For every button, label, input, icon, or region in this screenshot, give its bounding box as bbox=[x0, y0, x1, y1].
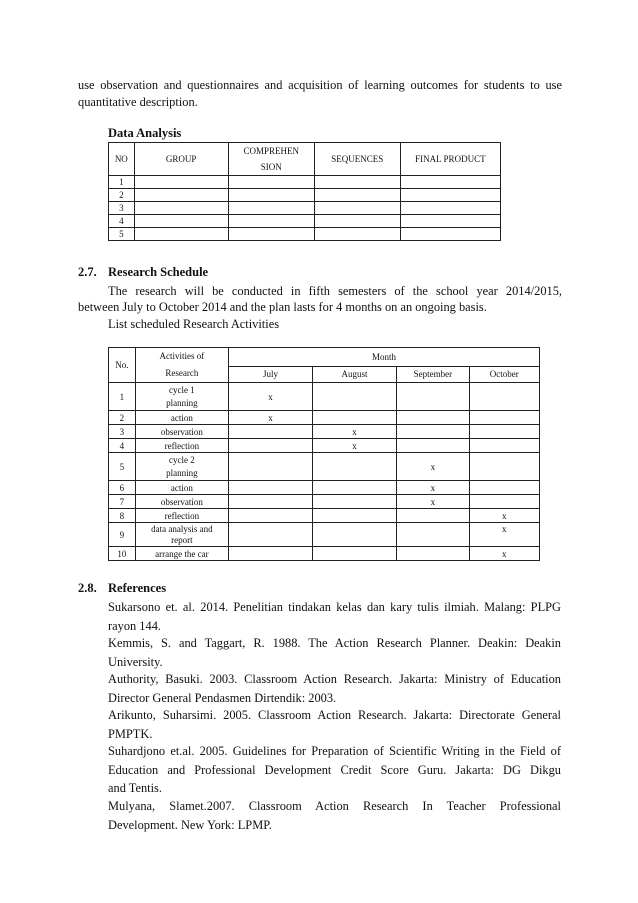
schedule-header-activities-line2: Research bbox=[165, 368, 199, 378]
row-no: 2 bbox=[109, 411, 136, 425]
row-number: 1 bbox=[109, 176, 135, 189]
table-row bbox=[109, 481, 540, 495]
row-no: 8 bbox=[109, 509, 136, 523]
mark-july: x bbox=[229, 383, 313, 411]
mark-october bbox=[469, 439, 539, 453]
header-group: GROUP bbox=[134, 143, 228, 176]
reference-line: Mulyana, Slamet.2007. Classroom Action Research In Teacher Professional bbox=[108, 799, 561, 813]
mark-july bbox=[229, 523, 313, 547]
table-row bbox=[109, 383, 540, 411]
mark-july bbox=[229, 439, 313, 453]
table-row bbox=[109, 411, 540, 425]
table-row bbox=[109, 523, 540, 547]
reference-item bbox=[108, 706, 561, 743]
row-activity: action bbox=[135, 411, 228, 425]
reference-line: Kemmis, S. and Taggart, R. 1988. The Action Research Planner. Deakin: Deakin bbox=[108, 636, 561, 650]
row-no: 5 bbox=[109, 453, 136, 481]
activity-line1: cycle 1 bbox=[169, 384, 195, 395]
mark-october bbox=[469, 411, 539, 425]
mark-september: x bbox=[397, 495, 469, 509]
mark-october: x bbox=[469, 509, 539, 523]
schedule-header-activities bbox=[135, 348, 228, 383]
table-row bbox=[109, 228, 501, 241]
mark-october bbox=[469, 425, 539, 439]
reference-line: Director General Pendasmen Dirtendik: 2003. bbox=[108, 690, 337, 705]
row-activity bbox=[135, 453, 228, 481]
mark-september: x bbox=[397, 481, 469, 495]
activity-line2: report bbox=[171, 534, 193, 545]
table-row bbox=[109, 176, 501, 189]
row-number: 3 bbox=[109, 202, 135, 215]
mark-july bbox=[229, 495, 313, 509]
reference-line: PMPTK. bbox=[108, 726, 153, 741]
row-no: 3 bbox=[109, 425, 136, 439]
reference-line: and Tentis. bbox=[108, 781, 162, 795]
table-row bbox=[109, 215, 501, 228]
row-number: 5 bbox=[109, 228, 135, 241]
header-sequences: SEQUENCES bbox=[314, 143, 400, 176]
mark-august bbox=[312, 495, 396, 509]
schedule-header-july: July bbox=[229, 366, 313, 382]
schedule-header-august: August bbox=[312, 366, 396, 382]
mark-july bbox=[229, 481, 313, 495]
table-row bbox=[109, 189, 501, 202]
table-row bbox=[109, 425, 540, 439]
row-activity bbox=[135, 383, 228, 411]
row-activity: arrange the car bbox=[135, 547, 228, 561]
schedule-table bbox=[108, 347, 540, 561]
reference-line: Development. New York: LPMP. bbox=[108, 817, 272, 832]
row-activity bbox=[135, 523, 228, 547]
table-row bbox=[109, 202, 501, 215]
mark-october bbox=[469, 481, 539, 495]
reference-line: rayon 144. bbox=[108, 618, 161, 633]
data-analysis-table bbox=[108, 142, 501, 241]
mark-october: x bbox=[469, 547, 539, 561]
mark-september bbox=[397, 509, 469, 523]
header-comprehension-line2: SION bbox=[260, 162, 282, 172]
header-comprehension-line1: COMPREHEN bbox=[243, 146, 299, 156]
reference-item bbox=[108, 670, 561, 707]
row-no: 4 bbox=[109, 439, 136, 453]
table-row bbox=[109, 547, 540, 561]
row-activity: action bbox=[135, 481, 228, 495]
reference-line: Arikunto, Suharsimi. 2005. Classroom Action Research. Jakarta: Directorate General bbox=[108, 708, 561, 722]
activity-line1: data analysis and bbox=[151, 523, 213, 534]
activity-line2: planning bbox=[166, 397, 198, 408]
header-comprehension bbox=[228, 143, 314, 176]
mark-august bbox=[312, 523, 396, 547]
reference-item bbox=[108, 634, 561, 671]
reference-line: University. bbox=[108, 654, 163, 669]
table-row bbox=[109, 453, 540, 481]
mark-august: x bbox=[312, 425, 396, 439]
schedule-header-no: No. bbox=[109, 348, 136, 383]
header-final-product: FINAL PRODUCT bbox=[400, 143, 500, 176]
mark-september bbox=[397, 547, 469, 561]
mark-august bbox=[312, 383, 396, 411]
row-number: 2 bbox=[109, 189, 135, 202]
intro-line-2: quantitative description. bbox=[78, 95, 198, 109]
data-analysis-title: Data Analysis bbox=[108, 126, 182, 140]
section-title-references: References bbox=[108, 581, 167, 595]
row-activity: observation bbox=[135, 425, 228, 439]
reference-item bbox=[108, 742, 561, 798]
schedule-header-month: Month bbox=[229, 348, 540, 367]
mark-october bbox=[469, 453, 539, 481]
reference-item bbox=[108, 598, 561, 635]
schedule-line-1: The research will be conducted in fifth semesters of the school year 2014/2015, bbox=[108, 284, 562, 298]
row-no: 7 bbox=[109, 495, 136, 509]
row-activity: observation bbox=[135, 495, 228, 509]
section-number-schedule: 2.7. bbox=[78, 265, 97, 279]
row-no: 1 bbox=[109, 383, 136, 411]
intro-line-1: use observation and questionnaires and acquisition of learning outcomes for students to use bbox=[78, 78, 562, 92]
mark-september bbox=[397, 439, 469, 453]
row-activity: reflection bbox=[135, 439, 228, 453]
table-row bbox=[109, 495, 540, 509]
row-activity: reflection bbox=[135, 509, 228, 523]
activity-line1: cycle 2 bbox=[169, 454, 195, 465]
reference-line: Authority, Basuki. 2003. Classroom Action Research. Jakarta: Ministry of Education bbox=[108, 672, 561, 686]
reference-line: Education and Professional Development Credit Score Guru. Jakarta: DG Dikgu bbox=[108, 762, 561, 777]
mark-september bbox=[397, 383, 469, 411]
mark-october: x bbox=[469, 523, 539, 547]
table-row bbox=[109, 439, 540, 453]
row-no: 10 bbox=[109, 547, 136, 561]
mark-august bbox=[312, 481, 396, 495]
mark-september bbox=[397, 411, 469, 425]
mark-august bbox=[312, 453, 396, 481]
table-row bbox=[109, 509, 540, 523]
mark-august bbox=[312, 547, 396, 561]
mark-september: x bbox=[397, 453, 469, 481]
mark-july bbox=[229, 425, 313, 439]
schedule-line-2: between July to October 2014 and the plan lasts for 4 months on an ongoing basis. bbox=[78, 300, 487, 314]
mark-july: x bbox=[229, 411, 313, 425]
schedule-header-activities-line1: Activities of bbox=[159, 351, 205, 361]
mark-september bbox=[397, 425, 469, 439]
reference-item bbox=[108, 797, 561, 834]
header-no: NO bbox=[109, 143, 135, 176]
schedule-header-october: October bbox=[469, 366, 539, 382]
mark-august bbox=[312, 509, 396, 523]
reference-line: Suhardjono et.al. 2005. Guidelines for Preparation of Scientific Writing in the Field of bbox=[108, 744, 561, 758]
mark-september bbox=[397, 523, 469, 547]
mark-august: x bbox=[312, 439, 396, 453]
row-number: 4 bbox=[109, 215, 135, 228]
reference-line: Sukarsono et. al. 2014. Penelitian tindakan kelas dan kary tulis ilmiah. Malang: PLPG bbox=[108, 600, 561, 614]
mark-october bbox=[469, 383, 539, 411]
schedule-header-september: September bbox=[397, 366, 469, 382]
section-title-schedule: Research Schedule bbox=[108, 265, 209, 279]
section-number-references: 2.8. bbox=[78, 581, 97, 595]
mark-october bbox=[469, 495, 539, 509]
row-no: 6 bbox=[109, 481, 136, 495]
mark-august bbox=[312, 411, 396, 425]
mark-july bbox=[229, 509, 313, 523]
mark-july bbox=[229, 547, 313, 561]
activity-line2: planning bbox=[166, 467, 198, 478]
schedule-line-3: List scheduled Research Activities bbox=[108, 317, 280, 331]
row-no: 9 bbox=[109, 523, 136, 547]
mark-july bbox=[229, 453, 313, 481]
